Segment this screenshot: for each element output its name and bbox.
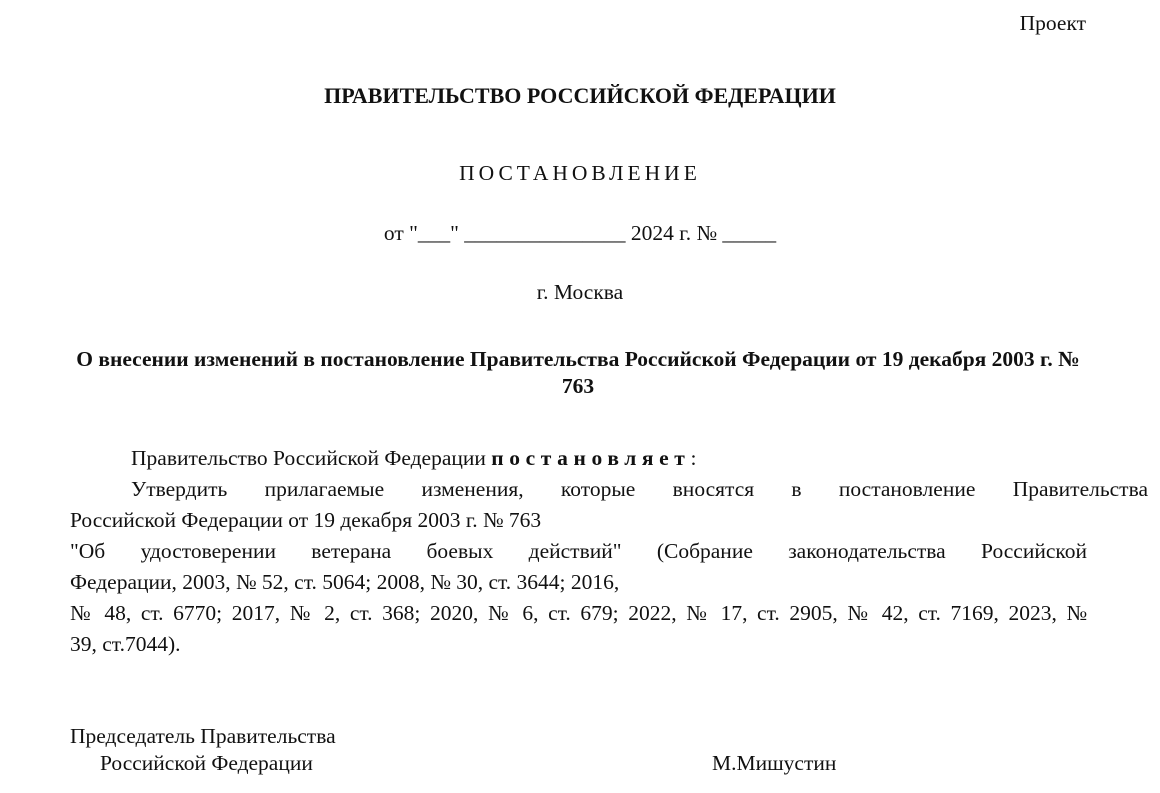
body-line-3: Российской Федерации от 19 декабря 2003 г. № 763 — [70, 508, 542, 532]
draft-label: Проект — [1019, 11, 1086, 35]
body-line-5: Федерации, 2003, № 52, ст. 5064; 2008, № 30, ст. 3644; 2016, — [70, 570, 620, 594]
government-title: ПРАВИТЕЛЬСТВО РОССИЙСКОЙ ФЕДЕРАЦИИ — [324, 83, 836, 108]
signatory-position-line-1: Председатель Правительства — [70, 724, 336, 748]
signatory-name: М.Мишустин — [712, 751, 837, 775]
body-paragraph-1 — [70, 443, 1148, 474]
city-line: г. Москва — [536, 280, 624, 304]
date-number-line: от "___" _______________ 2024 г. № _____ — [383, 221, 777, 245]
decree-word: постановляет — [491, 446, 691, 470]
body-line-4: "Об удостоверении ветерана боевых действий" (Собрание законодательства Российской — [70, 539, 1087, 563]
signatory-position-line-2: Российской Федерации — [100, 751, 313, 775]
body-line-2: Утвердить прилагаемые изменения, которые вносятся в постановление Правительства — [131, 477, 1148, 501]
body-line-6: № 48, ст. 6770; 2017, № 2, ст. 368; 2020, № 6, ст. 679; 2022, № 17, ст. 2905, № 42, ст. 7169, 2023, № — [70, 601, 1087, 625]
document-type: ПОСТАНОВЛЕНИЕ — [459, 161, 701, 185]
body-line-7: 39, ст.7044). — [70, 632, 181, 656]
document-subject: О внесении изменений в постановление Правительства Российской Федерации от 19 декабря 2003 г. № 763 — [76, 347, 1080, 398]
body-p1-prefix: Правительство Российской Федерации — [131, 446, 492, 470]
body-p1-suffix: : — [690, 446, 697, 470]
